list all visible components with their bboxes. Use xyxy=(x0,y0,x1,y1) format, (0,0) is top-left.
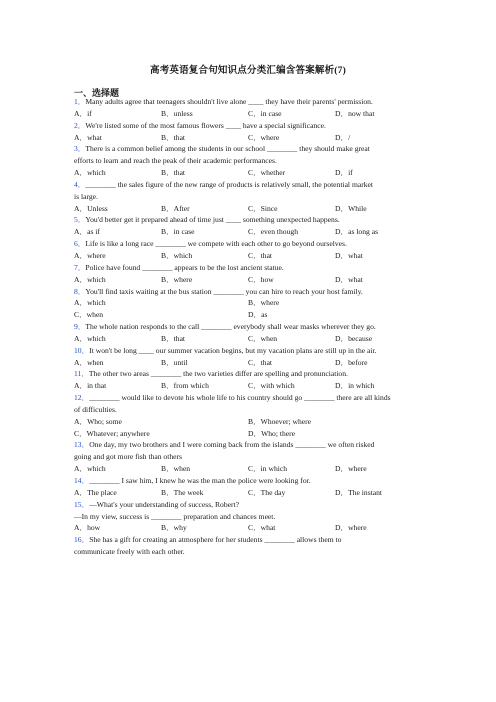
question-number: 13． xyxy=(74,440,90,450)
question-text: ________ I saw him, I knew he was the man the police were looking for. xyxy=(89,476,311,485)
answer-option: D．because xyxy=(335,333,373,343)
question-text-line xyxy=(74,404,424,416)
answer-option: C．Whatever; anywhere xyxy=(74,428,150,438)
question-text-line xyxy=(74,155,424,167)
question-number: 4． xyxy=(74,179,86,189)
answer-option: C．how xyxy=(248,274,274,284)
answer-option: A．in that xyxy=(74,381,107,391)
answer-options-row xyxy=(74,226,424,238)
question-text: ________ the sales figure of the new range of products is relatively small, the potential market xyxy=(85,179,374,189)
answer-option: C．where xyxy=(248,132,280,142)
answer-option: B．Whoever; where xyxy=(248,416,312,426)
question-text: It won't be long ____ our summer vacation begins, but my vacation plans are still up in the air. xyxy=(89,345,377,355)
answer-option: D．as long as xyxy=(335,227,379,237)
answer-option: C．The day xyxy=(248,487,286,497)
answer-options-row xyxy=(74,167,424,179)
question-number: 8． xyxy=(74,286,86,296)
answer-option: B．that xyxy=(161,333,186,343)
answer-options-row xyxy=(74,416,424,428)
question-text-line xyxy=(74,321,424,333)
question-number: 16． xyxy=(74,535,90,545)
section-heading: 一、选择题 xyxy=(74,88,120,98)
question-text: Life is like a long race ________ we compete with each other to go beyond ourselves. xyxy=(85,239,347,249)
question-number: 7． xyxy=(74,262,86,272)
answer-option: A．Unless xyxy=(74,203,108,213)
question-text-line xyxy=(74,534,424,546)
answer-option: C．that xyxy=(248,357,273,367)
answer-option: D．before xyxy=(335,357,368,367)
question-text: The whole nation responds to the call ________ everybody shall wear masks wherever they go. xyxy=(85,322,376,332)
question-text-line xyxy=(74,368,424,380)
question-text: communicate freely with each other. xyxy=(74,547,185,557)
answer-option: C．that xyxy=(248,250,273,260)
answer-option: D．/ xyxy=(335,132,351,142)
answer-option: A．which xyxy=(74,298,106,308)
answer-options-row xyxy=(74,309,424,321)
answer-option: C．even though xyxy=(248,227,298,237)
answer-option: D．where xyxy=(335,464,367,474)
question-text-line xyxy=(74,191,424,203)
answer-option: D．in which xyxy=(335,381,375,391)
answer-option: D．where xyxy=(335,523,367,533)
answer-option: A．which xyxy=(74,333,106,343)
question-text-line xyxy=(74,511,424,523)
question-number: 11． xyxy=(74,369,89,379)
answer-option: A．when xyxy=(74,357,104,367)
question-text-line xyxy=(74,439,424,451)
question-text: There is a common belief among the students in our school ________ they should make great xyxy=(85,144,370,154)
answer-options-row xyxy=(74,357,424,369)
answer-option: C．when xyxy=(74,310,104,320)
answer-option: D．While xyxy=(335,203,367,213)
answer-options-row xyxy=(74,250,424,262)
question-text-line xyxy=(74,179,424,191)
answer-option: C．whether xyxy=(248,168,286,178)
answer-option: C．Since xyxy=(248,203,278,213)
question-text: —What's your understanding of success, Robert? xyxy=(89,499,240,509)
answer-option: B．in case xyxy=(161,227,195,237)
question-text: She has a gift for creating an atmosphere for her students ________ allows them to xyxy=(89,535,342,545)
answer-option: A．as if xyxy=(74,227,100,237)
answer-option: C．when xyxy=(248,333,278,343)
question-text-line xyxy=(74,214,424,226)
question-number: 1． xyxy=(74,97,86,106)
question-text-line xyxy=(74,120,424,132)
question-number: 12． xyxy=(74,393,90,403)
question-number: 6． xyxy=(74,239,86,249)
answer-options-row xyxy=(74,203,424,215)
answer-options-row xyxy=(74,487,424,499)
question-text-line xyxy=(74,96,424,108)
question-text-line xyxy=(74,451,424,463)
question-text: Police have found ________ appears to be the lost ancient statue. xyxy=(85,262,284,272)
answer-option: A．if xyxy=(74,108,92,118)
question-number: 3． xyxy=(74,144,86,154)
question-text: Many adults agree that teenagers shouldn't live alone ____ they have their parents' permission. xyxy=(85,97,373,106)
question-number: 5． xyxy=(74,215,86,225)
question-text-line xyxy=(74,499,424,511)
question-text: One day, my two brothers and I were coming back from the islands ________ we often risked xyxy=(89,440,375,450)
question-text: The other two areas ________ the two varieties differ are spelling and pronunciation. xyxy=(88,369,348,379)
answer-options-row xyxy=(74,522,424,534)
answer-option: B．which xyxy=(161,250,193,260)
answer-option: D．what xyxy=(335,274,363,284)
answer-option: D．now that xyxy=(335,108,375,118)
question-text-line xyxy=(74,345,424,357)
question-text: You'd better get it prepared ahead of time just ____ something unexpected happens. xyxy=(85,215,340,225)
answer-options-row xyxy=(74,132,424,144)
answer-option: B．until xyxy=(161,357,188,367)
answer-option: A．which xyxy=(74,464,106,474)
answer-option: D．The instant xyxy=(335,487,383,497)
answer-option: B．from which xyxy=(161,381,209,391)
answer-option: C．what xyxy=(248,523,276,533)
question-text: is large. xyxy=(74,191,98,201)
question-number: 10． xyxy=(74,345,90,355)
answer-option: A．which xyxy=(74,168,106,178)
answer-option: D．as xyxy=(248,310,268,320)
answer-option: D．what xyxy=(335,250,363,260)
question-text: efforts to learn and reach the peak of their academic performances. xyxy=(74,156,277,166)
answer-option: B．when xyxy=(161,464,191,474)
question-text: going and got more fish than others xyxy=(74,452,182,462)
answer-options-row xyxy=(74,274,424,286)
question-list xyxy=(74,96,424,558)
question-text: You'll find taxis waiting at the bus station ________ you can hire to reach your host family. xyxy=(85,286,363,296)
answer-option: D．if xyxy=(335,168,353,178)
answer-option: A．The place xyxy=(74,487,117,497)
question-text: of difficulties. xyxy=(74,404,117,414)
answer-option: B．After xyxy=(161,203,190,213)
answer-option: B．The week xyxy=(161,487,204,497)
question-text-line xyxy=(74,475,424,487)
answer-options-row xyxy=(74,380,424,392)
question-text-line xyxy=(74,546,424,558)
answer-option: B．why xyxy=(161,523,187,533)
answer-option: A．Who; some xyxy=(74,416,122,426)
answer-option: A．where xyxy=(74,250,106,260)
answer-option: A．what xyxy=(74,132,102,142)
answer-option: B．that xyxy=(161,132,186,142)
question-number: 2． xyxy=(74,120,86,130)
question-text: ________ would like to devote his whole life to his country should go ________ there are all kinds xyxy=(89,393,391,403)
answer-option: B．unless xyxy=(161,108,193,118)
answer-options-row xyxy=(74,333,424,345)
question-text-line xyxy=(74,143,424,155)
answer-options-row xyxy=(74,463,424,475)
question-text-line xyxy=(74,262,424,274)
answer-option: C．with which xyxy=(248,381,295,391)
answer-option: B．where xyxy=(161,274,193,284)
question-number: 9． xyxy=(74,322,86,332)
document-title: 高考英语复合句知识点分类汇编含答案解析(7) xyxy=(150,66,346,76)
answer-options-row xyxy=(74,428,424,440)
answer-option: B．where xyxy=(248,298,280,308)
question-text: —In my view, success is ________ preparation and chances meet. xyxy=(74,511,276,521)
question-number: 14． xyxy=(74,476,90,485)
answer-option: C．in case xyxy=(248,108,282,118)
answer-option: B．that xyxy=(161,168,186,178)
question-text: We're listed some of the most famous flowers ____ have a special significance. xyxy=(85,120,326,130)
answer-option: C．in which xyxy=(248,464,288,474)
answer-option: A．how xyxy=(74,523,101,533)
answer-options-row xyxy=(74,297,424,309)
question-text-line xyxy=(74,392,424,404)
answer-options-row xyxy=(74,108,424,120)
question-number: 15． xyxy=(74,499,90,509)
question-text-line xyxy=(74,238,424,250)
answer-option: D．Who; there xyxy=(248,428,296,438)
question-text-line xyxy=(74,286,424,298)
answer-option: A．which xyxy=(74,274,106,284)
